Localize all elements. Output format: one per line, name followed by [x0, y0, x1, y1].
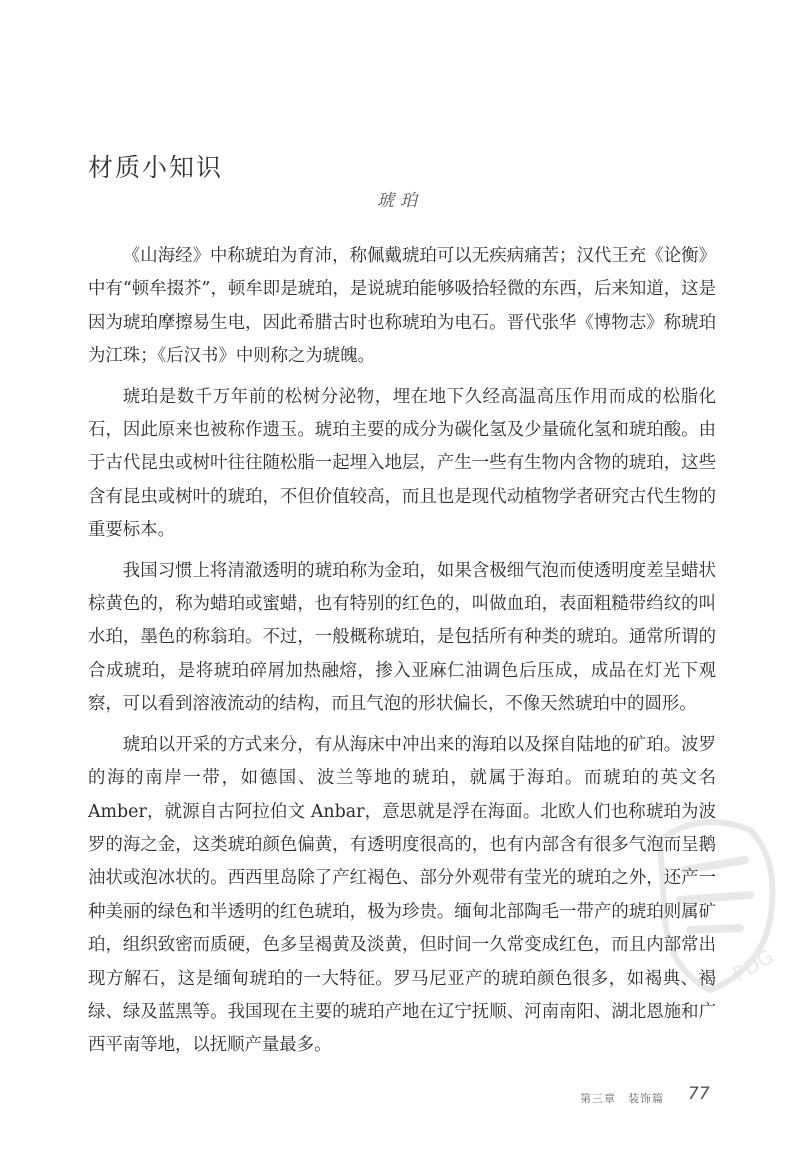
article-title: 琥珀 — [377, 191, 423, 211]
paragraph: 我国习惯上将清澈透明的琥珀称为金珀，如果含极细气泡而使透明度差呈蜡状棕黄色的，称为蜡珀或蜜蜡，也有特别的红色的，叫做血珀，表面粗糙带绉纹的叫水珀，墨色的称翁珀。不过，一般概称琥珀，是包括所有种类的琥珀。通常所谓的合成琥珀，是将琥珀碎屑加热融熔，掺入亚麻仁油调色后压成，成品在灯光下观察，可以看到溶液流动的结构，而且气泡的形状偏长，不像天然琥珀中的圆形。 — [88, 560, 716, 715]
paragraph: 《山海经》中称琥珀为育沛，称佩戴琥珀可以无疾病痛苦；汉代王充《论衡》中有“顿牟掇芥”，顿牟即是琥珀，是说琥珀能够吸拾轻微的东西，后来知道，这是因为琥珀摩擦易生电，因此希腊古时也称琥珀为电石。晋代张华《博物志》称琥珀为江珠；《后汉书》中则称之为琥魄。 — [88, 246, 716, 367]
paragraph: 琥珀是数千万年前的松树分泌物，埋在地下久经高温高压作用而成的松脂化石，因此原来也被称作遗玉。琥珀主要的成分为碳化氢及少量硫化氢和琥珀酸。由于古代昆虫或树叶往往随松脂一起埋入地层，产生一些有生物内含物的琥珀，这些含有昆虫或树叶的琥珀，不但价值较高，而且也是现代动植物学者研究古代生物的重要标本。 — [88, 386, 716, 541]
chapter-label: 第三章 装饰篇 — [580, 1092, 664, 1105]
watermark-text: PDG — [728, 944, 778, 987]
article-body — [88, 240, 716, 1070]
paragraph: 琥珀以开采的方式来分，有从海床中冲出来的海珀以及探自陆地的矿珀。波罗的海的南岸一带，如德国、波兰等地的琥珀，就属于海珀。而琥珀的英文名 Amber，就源自古阿拉伯文 Anbar，意思就是浮在海面。北欧人们也称琥珀为波罗的海之金，这类琥珀颜色偏黄，有透明度很高的，也有内部含有很多气泡而呈鹅油状或泡冰状的。西西里岛除了产红褐色、部分外观带有莹光的琥珀之外，还产一种美丽的绿色和半透明的红色琥珀，极为珍贵。缅甸北部陶毛一带产的琥珀则属矿珀，组织致密而质硬，色多呈褐黄及淡黄，但时间一久常变成红色，而且内部常出现方解石，这是缅甸琥珀的一大特征。罗马尼亚产的琥珀颜色很多，如褐典、褐绿、绿及蓝黑等。我国现在主要的琥珀产地在辽宁抚顺、河南南阳、湖北恩施和广西平南等地，以抚顺产量最多。 — [88, 734, 716, 1056]
page-footer — [560, 1084, 720, 1106]
section-heading: 材质小知识 — [88, 153, 224, 182]
page-number: 77 — [688, 1084, 710, 1104]
watermark-stamp — [640, 800, 790, 1000]
